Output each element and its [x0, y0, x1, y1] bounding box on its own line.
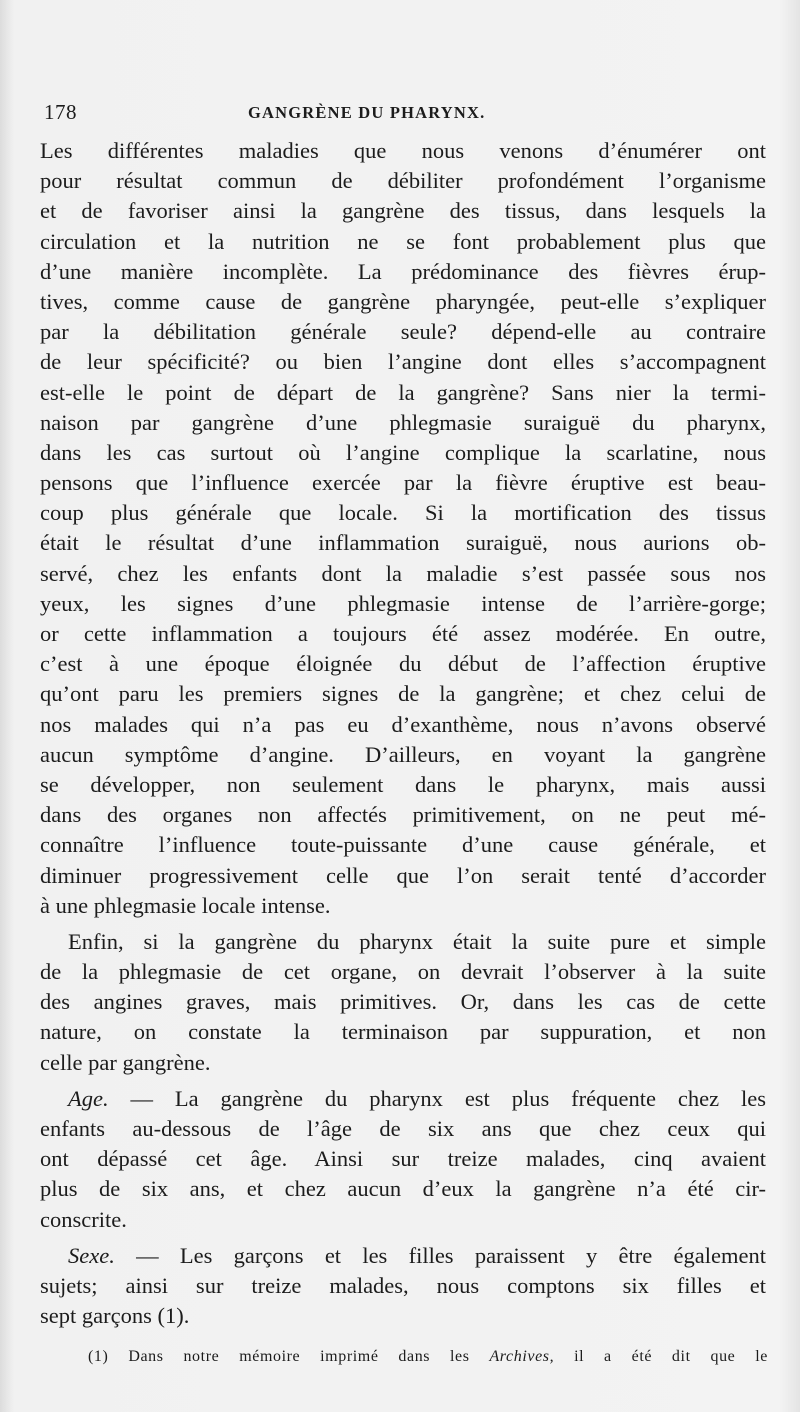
text-line: celle par gangrène.: [40, 1049, 211, 1075]
text-line: coup plus générale que locale. Si la mortification des tissus: [40, 500, 766, 526]
page-header: [44, 100, 764, 132]
text-line: d’une manière incomplète. La prédominance des fièvres érup-: [40, 258, 766, 284]
text-line: sujets; ainsi sur treize malades, nous comptons six filles et: [40, 1272, 766, 1298]
body-text: [40, 136, 766, 1331]
page-number: 178: [44, 100, 77, 124]
text-line: [40, 1084, 766, 1114]
text-line: pensons que l’influence exercée par la fièvre éruptive est beau-: [40, 470, 766, 496]
text-line: se développer, non seulement dans le pharynx, mais aussi: [40, 771, 766, 797]
text-line: pour résultat commun de débiliter profondément l’organisme: [40, 168, 766, 194]
text-line: est-elle le point de départ de la gangrène? Sans nier la termi-: [40, 379, 766, 405]
text-line: Enfin, si la gangrène du pharynx était la suite pure et simple: [68, 928, 766, 954]
text-line: connaître l’influence toute-puissante d’une cause générale, et: [40, 832, 766, 858]
text-line: de leur spécificité? ou bien l’angine dont elles s’accompagnent: [40, 349, 766, 375]
text-line: sept garçons (1).: [40, 1303, 190, 1329]
text-line: par la débilitation générale seule? dépend-elle au contraire: [40, 319, 766, 345]
text-line: [40, 1241, 766, 1271]
text-line: aucun symptôme d’angine. D’ailleurs, en voyant la gangrène: [40, 741, 766, 767]
footnote: [88, 1348, 768, 1366]
footnote-text-end: il a été dit que le: [574, 1348, 768, 1365]
text-line: des angines graves, mais primitives. Or, dans les cas de cette: [40, 989, 766, 1015]
text-line: dans les cas surtout où l’angine complique la scarlatine, nous: [40, 439, 766, 465]
text-line: circulation et la nutrition ne se font probablement plus que: [40, 228, 766, 254]
paragraph: [40, 1241, 766, 1332]
paragraph: [40, 136, 766, 921]
section-lead: Sexe.: [68, 1242, 137, 1268]
text-line: était le résultat d’une inflammation suraiguë, nous aurions ob-: [40, 530, 766, 556]
text-line: Les différentes maladies que nous venons d’énumérer ont: [40, 138, 766, 163]
text-line: dans des organes non affectés primitivement, on ne peut mé-: [40, 802, 766, 828]
text-line: naison par gangrène d’une phlegmasie suraiguë du pharynx,: [40, 409, 766, 435]
paragraph: [40, 1084, 766, 1235]
text-line: nos malades qui n’a pas eu d’exanthème, nous n’avons observé: [40, 711, 766, 737]
text-line: à une phlegmasie locale intense.: [40, 892, 331, 918]
line-text: — Les garçons et les filles paraissent y être également: [136, 1242, 766, 1268]
text-line: qu’ont paru les premiers signes de la gangrène; et chez celui de: [40, 681, 766, 707]
text-line: de la phlegmasie de cet organe, on devrait l’observer à la suite: [40, 959, 766, 985]
text-line: tives, comme cause de gangrène pharyngée, peut-elle s’expliquer: [40, 288, 766, 314]
section-lead: Age.: [68, 1085, 131, 1111]
text-line: enfants au-dessous de l’âge de six ans que chez ceux qui: [40, 1116, 766, 1141]
running-title: GANGRÈNE DU PHARYNX.: [248, 103, 486, 122]
line-text: — La gangrène du pharynx est plus fréquente chez les: [130, 1085, 766, 1111]
text-line: et de favoriser ainsi la gangrène des tissus, dans lesquels la: [40, 198, 766, 224]
text-line: c’est à une époque éloignée du début de l’affection éruptive: [40, 651, 766, 677]
text-line: ont dépassé cet âge. Ainsi sur treize malades, cinq avaient: [40, 1146, 766, 1172]
text-line: servé, chez les enfants dont la maladie s’est passée sous nos: [40, 560, 766, 586]
text-line: diminuer progressivement celle que l’on serait tenté d’accorder: [40, 862, 766, 888]
paragraph: [40, 927, 766, 1078]
footnote-text: (1) Dans notre mémoire imprimé dans les: [88, 1348, 470, 1365]
text-line: or cette inflammation a toujours été assez modérée. En outre,: [40, 621, 766, 646]
text-line: yeux, les signes d’une phlegmasie intense de l’arrière-gorge;: [40, 590, 766, 616]
text-line: conscrite.: [40, 1206, 127, 1232]
text-line: nature, on constate la terminaison par suppuration, et non: [40, 1019, 766, 1045]
text-line: plus de six ans, et chez aucun d’eux la gangrène n’a été cir-: [40, 1176, 766, 1202]
footnote-italic: Archives,: [489, 1348, 555, 1365]
